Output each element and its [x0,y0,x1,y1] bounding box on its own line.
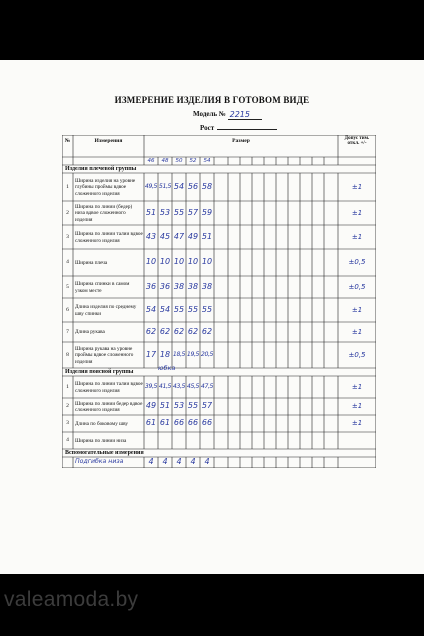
row-number: 8 [66,351,69,358]
row-value: 51 [201,231,213,241]
row-number: 3 [66,420,69,427]
row-value: 20,5 [200,350,214,358]
size-label: 54 [203,157,211,164]
row-value: 36 [145,281,157,291]
section-title: Изделия поясной группы [65,368,134,375]
row-value: 4 [148,457,154,467]
row-value: 10 [159,257,171,267]
row-tolerance: ±0,5 [348,258,366,267]
row-value: 66 [201,418,213,428]
model-line [193,110,262,120]
row-value: 57 [187,207,199,217]
row-value: 66 [173,418,185,428]
document-title: ИЗМЕРЕНИЕ ИЗДЕЛИЯ В ГОТОВОМ ВИДЕ [114,95,310,105]
row-value: 38 [173,281,185,291]
row-value: 51 [159,401,171,411]
height-blank [217,129,277,130]
row-name: Ширина по линии талии вдвое сложенного изделия [75,381,143,394]
row-value: 10 [173,257,185,267]
section-title: Изделия плечевой группы [65,165,137,172]
row-name: Ширина рукава на уровне проймы вдвое сложенного изделия [75,346,134,365]
row-value: 4 [162,457,168,467]
row-value: 17 [145,349,157,359]
top-black-band [0,0,424,60]
row-value: 4 [204,457,210,467]
size-label: 52 [189,157,197,164]
row-value: 66 [187,418,199,428]
row-number [62,457,73,468]
row-value: 4 [190,457,196,467]
row-value: 53 [159,207,171,217]
row-value: 53 [173,401,185,411]
section-note: юбка [158,364,176,372]
row-value: 54 [145,304,157,314]
row-number: 1 [66,183,69,190]
row-name: Ширина спинки в самом узком месте [75,281,130,294]
row-tolerance: ±0,5 [348,282,366,291]
row-value: 39,5 [144,382,158,390]
row-value: 43,5 [172,382,186,390]
row-tolerance: ±1 [351,232,363,241]
col-header-measure: Измерения [94,138,123,144]
watermark: valeamoda.by [4,588,139,611]
row-name: Ширина по линии низа [75,437,127,444]
row-value: 59 [201,207,213,217]
col-header-size: Размер [232,138,250,144]
row-value: 38 [187,281,199,291]
measurement-table [62,135,376,524]
row-name: Длина по боковому шву [75,420,128,427]
row-value: 38 [201,281,213,291]
section-title: Вспомогательные измерения [65,449,144,456]
row-value: 36 [159,281,171,291]
row-value: 18 [159,349,171,359]
row-value: 58 [201,181,213,191]
size-label: 48 [161,157,169,164]
row-number: 3 [66,233,69,240]
row-value: 43 [145,231,157,241]
row-value: 47 [173,231,185,241]
row-tolerance: ±1 [351,382,363,391]
row-value: 57 [201,401,213,411]
row-value: 49 [187,231,199,241]
row-value: 55 [173,304,185,314]
row-name: Длина рукава [75,329,105,336]
row-tolerance: ±1 [351,182,363,191]
row-number: 4 [66,437,69,444]
row-tolerance: ±1 [351,208,363,217]
row-tolerance: ±1 [351,419,363,428]
row-name: Ширина по линии талии вдвое сложенного изделия [75,231,143,244]
row-name: Ширина плеча [75,259,108,266]
row-name: Ширина по линии (бедер) низа вдвое сложенного изделия [75,204,133,223]
row-tolerance: ±1 [351,327,363,336]
row-number: 4 [66,259,69,266]
row-value: 47,5 [200,382,214,390]
size-label: 50 [175,157,183,164]
row-value: 62 [187,326,199,336]
row-value: 56 [187,181,199,191]
row-tolerance [338,457,376,468]
row-value [158,432,172,449]
height-label: Рост [200,124,215,132]
row-name: Подгибка низа [75,458,124,466]
model-label: Модель № [193,110,226,118]
row-value: 62 [201,326,213,336]
row-value: 19,5 [186,350,200,358]
col-header-tolerance: Допус тим. откл. +/- [344,136,370,147]
row-value: 55 [187,304,199,314]
row-value: 45 [159,231,171,241]
row-value: 61 [159,418,171,428]
row-value: 54 [159,304,171,314]
row-number: 1 [66,383,69,390]
row-value [186,432,200,449]
row-value: 62 [159,326,171,336]
row-value [172,432,186,449]
row-value: 49,5 [144,182,158,190]
row-tolerance: ±1 [351,402,363,411]
row-value [200,432,214,449]
row-number: 6 [66,306,69,313]
row-number: 5 [66,283,69,290]
row-tolerance: ±1 [351,305,363,314]
row-value: 45,5 [186,382,200,390]
row-value: 55 [187,401,199,411]
size-label: 46 [147,157,155,164]
row-value [144,432,158,449]
row-number: 2 [66,403,69,410]
row-value: 55 [173,207,185,217]
row-value: 49 [145,401,157,411]
row-value: 41,5 [158,382,172,390]
row-name: Длина изделия по среднему шву спинки [75,304,137,317]
row-name: Ширина изделия на уровне глубины проймы вдвое сложенного изделия [75,178,136,197]
row-value: 54 [173,181,185,191]
row-value: 61 [145,418,157,428]
col-header-number: № [64,138,71,144]
row-name: Ширина по линии бедер вдвое сложенного изделия [75,400,143,413]
row-value: 51,5 [158,182,172,190]
row-value: 4 [176,457,182,467]
height-line [200,124,277,132]
row-value: 55 [201,304,213,314]
row-value: 10 [145,257,157,267]
row-value: 10 [201,257,213,267]
row-value: 62 [145,326,157,336]
row-value: 18,5 [172,350,186,358]
row-value: 51 [145,207,157,217]
model-number: 2215 [229,110,250,119]
row-tolerance [338,432,376,449]
row-value: 10 [187,257,199,267]
row-number: 7 [66,328,69,335]
row-number: 2 [66,209,69,216]
row-value: 62 [173,326,185,336]
row-tolerance: ±0,5 [348,350,366,359]
